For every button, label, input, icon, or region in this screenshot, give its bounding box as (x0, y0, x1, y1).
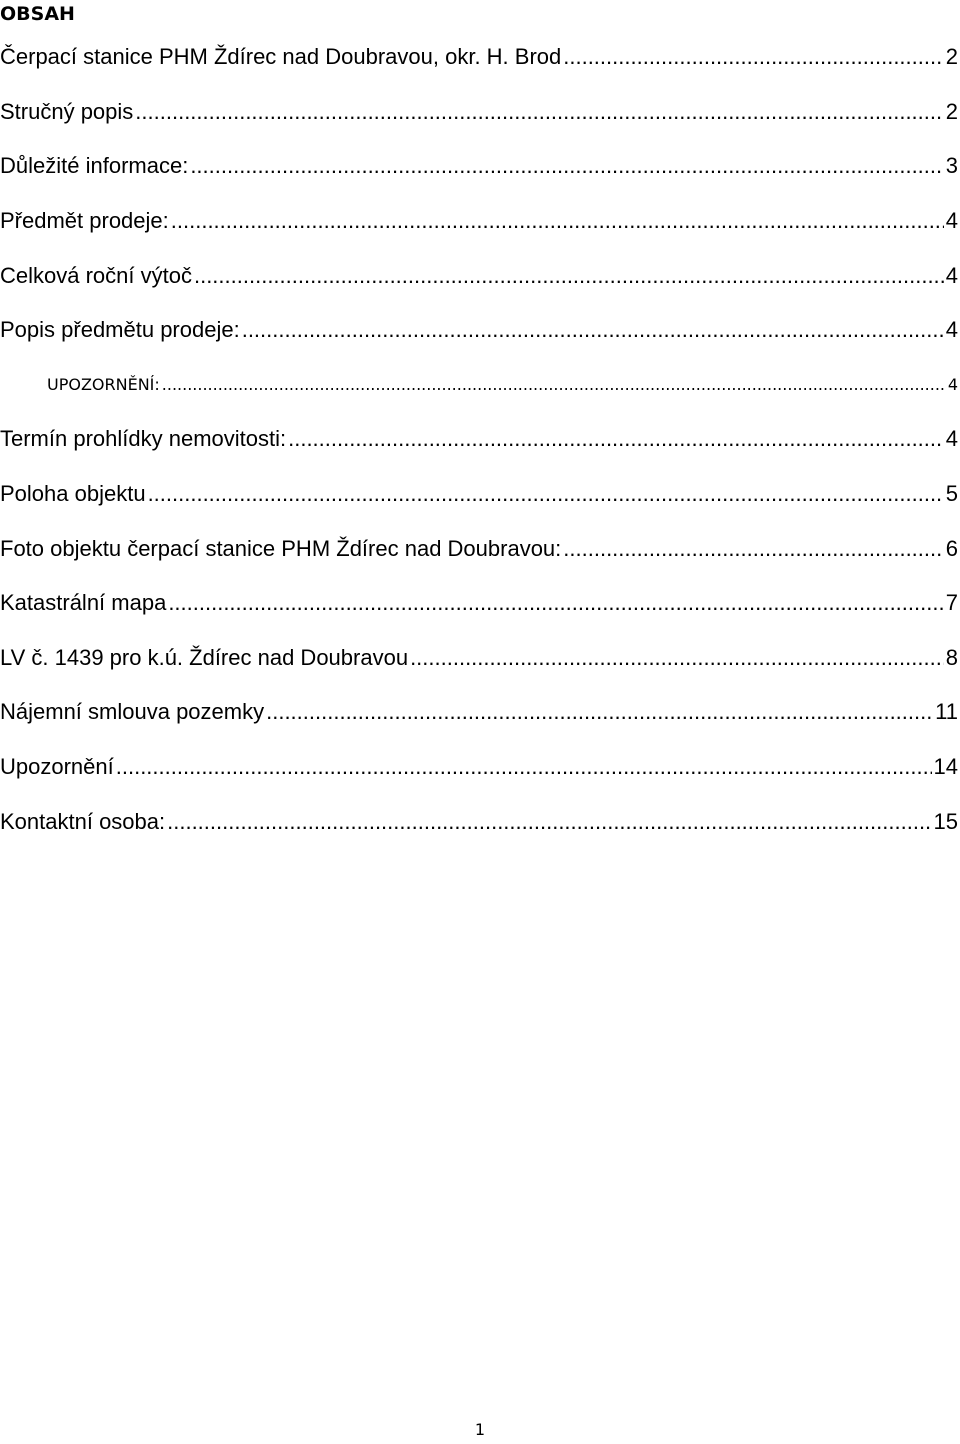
toc-leader-dots (410, 645, 944, 671)
toc-entry-page: 11 (935, 699, 958, 725)
toc-entry-label: Kontaktní osoba: (0, 808, 166, 834)
toc-entry[interactable] (0, 139, 958, 194)
toc-entry-page: 4 (947, 375, 958, 395)
toc-entry-label: Foto objektu čerpací stanice PHM Ždírec nad Doubravou: (0, 535, 562, 561)
toc-leader-dots (148, 481, 944, 507)
toc-entry-page: 4 (945, 208, 958, 234)
toc-entry-label: Důležité informace: (0, 153, 189, 179)
toc-entry-label: Celková roční výtoč (0, 262, 192, 288)
toc-entry-page: 4 (945, 317, 958, 343)
toc-leader-dots (168, 590, 943, 616)
toc-entry[interactable] (0, 194, 958, 249)
toc-entry-label: UPOZORNĚNÍ: (47, 375, 160, 395)
toc-entry[interactable] (0, 467, 958, 522)
toc-entry-page: 3 (945, 153, 958, 179)
toc-entry-label: Čerpací stanice PHM Ždírec nad Doubravou, okr. H. Brod (0, 44, 562, 70)
toc-leader-dots (167, 809, 931, 835)
toc-entry-page: 2 (945, 44, 958, 70)
toc-entry-page: 15 (933, 808, 958, 834)
toc-heading: OBSAH (0, 3, 75, 25)
page-number: 1 (474, 1420, 486, 1439)
toc-entry-label: Předmět prodeje: (0, 208, 169, 234)
toc-entry-label: LV č. 1439 pro k.ú. Ždírec nad Doubravou (0, 644, 409, 670)
toc-entry-page: 14 (933, 754, 958, 780)
toc-entry-label: Upozornění (0, 754, 114, 780)
toc-entry-label: Termín prohlídky nemovitosti: (0, 426, 287, 452)
toc-entry-page: 6 (945, 535, 958, 561)
toc-entry-label: Stručný popis (0, 98, 134, 124)
toc-leader-dots (190, 153, 943, 179)
toc-leader-dots (242, 317, 944, 343)
toc-entry[interactable] (0, 412, 958, 467)
toc-leader-dots (266, 699, 933, 725)
toc-entry[interactable] (0, 30, 958, 85)
toc-leader-dots (288, 426, 944, 452)
toc-leader-dots (563, 536, 943, 562)
toc-entry-page: 2 (945, 98, 958, 124)
toc-entry-label: Poloha objektu (0, 481, 146, 507)
toc-entry-page: 8 (945, 644, 958, 670)
toc-entry[interactable] (0, 685, 958, 740)
toc-entry[interactable] (0, 794, 958, 849)
toc-entry[interactable] (0, 248, 958, 303)
toc-entry-label: Katastrální mapa (0, 590, 167, 616)
toc-entry[interactable] (0, 631, 958, 686)
toc-entry-page: 5 (945, 481, 958, 507)
toc-leader-dots (563, 44, 944, 70)
toc-leader-dots (135, 99, 943, 125)
toc-entry-page: 7 (945, 590, 958, 616)
toc-leader-dots (171, 208, 944, 234)
toc-entry-label: Nájemní smlouva pozemky (0, 699, 265, 725)
toc-leader-dots (162, 375, 946, 394)
toc-entry-page: 4 (945, 426, 958, 452)
toc-leader-dots (194, 263, 944, 289)
toc-entry[interactable] (0, 303, 958, 358)
toc-subentry[interactable] (0, 358, 958, 413)
table-of-contents (0, 30, 958, 849)
toc-entry[interactable] (0, 740, 958, 795)
toc-entry-page: 4 (945, 262, 958, 288)
toc-entry[interactable] (0, 521, 958, 576)
toc-leader-dots (116, 754, 932, 780)
toc-entry-label: Popis předmětu prodeje: (0, 317, 240, 343)
toc-entry[interactable] (0, 85, 958, 140)
toc-entry[interactable] (0, 576, 958, 631)
